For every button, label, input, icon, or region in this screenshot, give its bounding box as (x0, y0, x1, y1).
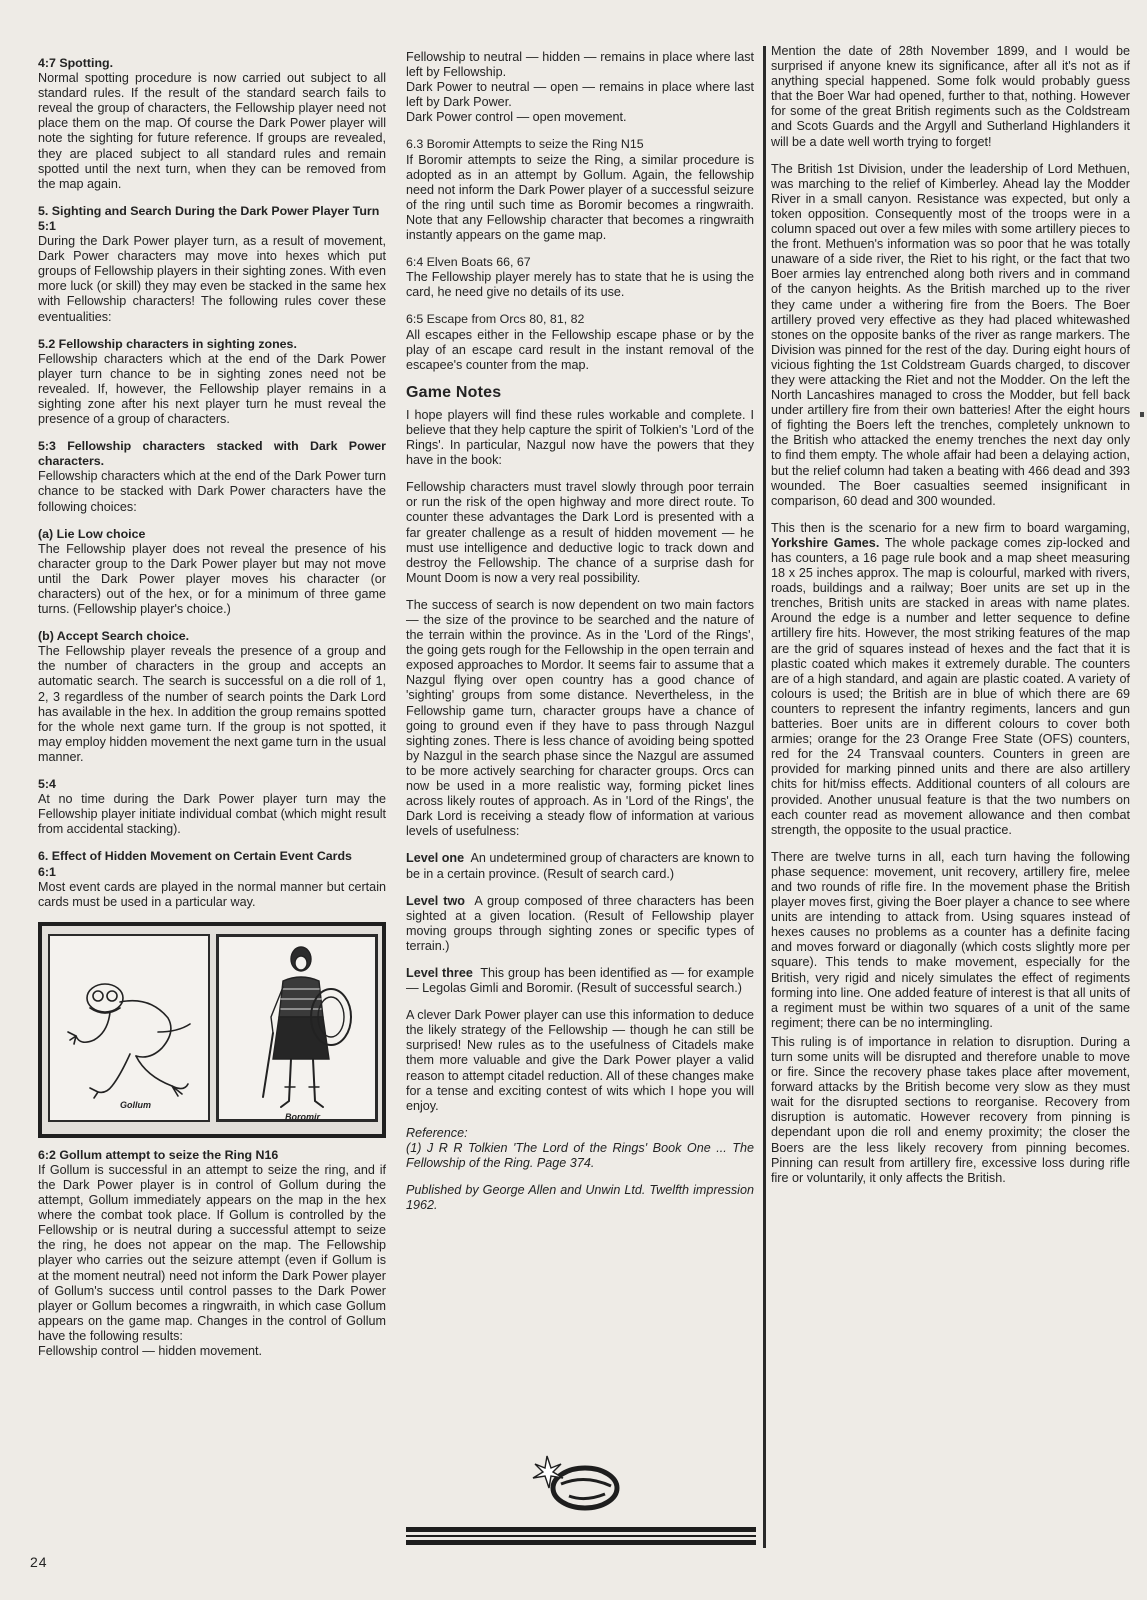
section-heading: 6:5 Escape from Orcs 80, 81, 82 (406, 312, 585, 327)
footer-rule (406, 1527, 756, 1532)
gollum-illustration (50, 936, 208, 1120)
column-right (771, 44, 1130, 1198)
section-heading: 4:7 Spotting. (38, 56, 114, 70)
boromir-illustration (219, 937, 375, 1119)
section-heading: 6:4 Elven Boats 66, 67 (406, 255, 531, 270)
paragraph: Most event cards are played in the normal manner but certain cards must be used in a particular way. (38, 879, 386, 909)
footer-rule-thin (406, 1535, 756, 1537)
page-number: 24 (30, 1554, 48, 1570)
paragraph: A clever Dark Power player can use this information to deduce the likely strategy of the Fellowship — though he can still be surprised! New rules as to the usefulness of Citadels make them more valuable and give the Dark Power player a valid reason to attempt citadel reduction. All of these changes make for a tense and exciting contest of wits which I hope you will enjoy. (406, 1008, 754, 1113)
column-divider (763, 46, 766, 1548)
paragraph: If Gollum is successful in an attempt to seize the ring, and if the Dark Power player is in control of Gollum during the attempt, Gollum immediately appears on the map in the hex where the combat took place. If Gollum is controlled by the Fellowship or is neutral during a successful attempt to seize the ring, he does not appear on the map. The Fellowship player who carries out the seizure attempt (even if Gollum is at the moment neutral) need not inform the Dark Power player of Gollum's success until control passes to the Dark Power player or Gollum becomes a ringwraith, in which case Gollum appears on the game map. Changes in the control of Gollum have the following results: (38, 1162, 386, 1343)
paragraph: Fellowship characters which at the end of the Dark Power turn chance to be stacked with Dark Power characters have the following choices: (38, 469, 386, 514)
level-one-entry (406, 851, 754, 881)
game-notes-title: Game Notes (406, 383, 502, 401)
section-number: 5:4 (38, 777, 56, 792)
gollum-card (48, 934, 210, 1122)
section-number: 5:1 (38, 218, 56, 233)
boromir-card (216, 934, 378, 1122)
footer-rule (406, 1540, 756, 1545)
paragraph (771, 521, 1130, 838)
choice-heading: (a) Lie Low choice (38, 526, 146, 541)
reference-label: Reference: (406, 1125, 468, 1140)
paragraph: Normal spotting procedure is now carried out subject to all standard rules. If the result of the standard search fails to reveal the group of characters, the Fellowship player need not place them on the map. Of course the Dark Power player will note the sighting for future reference. If groups are revealed, they are placed subject to all standard rules and remain spotted until the next turn, when they can be removed from the map again. (38, 71, 386, 191)
ring-logo-icon (531, 1452, 621, 1514)
level-text: An undetermined group of characters are known to be in a certain province. (Result of search card.) (406, 851, 755, 881)
text-run: This then is the scenario for a new firm to board wargaming, (771, 520, 1130, 535)
paragraph: Dark Power control — open movement. (406, 110, 627, 125)
column-middle (406, 50, 754, 1225)
paragraph: Fellowship characters which at the end of the Dark Power player turn chance to be in sighting zones need not be revealed. If, however, the Fellowship player remains in a sighting zone after his next player turn he must reveal the presence of a group of characters. (38, 351, 386, 427)
paragraph: The British 1st Division, under the leadership of Lord Methuen, was marching to the relief of Kimberley. Ahead lay the Modder River in a small canyon. Resistance was expected, but only a token opposition. Consequently most of the troops were in a column spaced out over a few miles with some artillery pieces to the front. Methuen's information was so poor that he was totally unaware of a side river, the Riet to his right, or the fact that two Boer armies lay entrenched along both rivers and in command of the canyon heights. As the British marched up to the river they came under a withering fire from the Boers. The Boer artillery proved very effective as they had placed whitewashed stones on the opposite banks of the river as range markers. The Division was pinned for the rest of the day. During eight hours of vicious fighting the 1st Coldstream Guards charged, to discover they were attacking the Riet and not the Modder. On the left the North Lancashires managed to cross the Modder, but fell back under artillery fire from their own batteries! After the eight hours of fighting the Boers left the trenches, completely unknown to the British who attacked the enemy trenches the next day only to find them empty. The whole affair had been a delaying action, but the relief column had taken a beating with 466 dead and 393 wounded. The Boer casualties seemed insignificant in comparison, 60 dead and 300 wounded. (771, 161, 1130, 508)
paragraph: During the Dark Power player turn, as a result of movement, Dark Power characters may move into hexes which put groups of Fellowship players in their sighting zones. With even more luck (or skill) they may even be stacked in the same hex with Fellowship characters! The following rules cover these eventualities: (38, 234, 386, 324)
firm-name: Yorkshire Games. (771, 535, 880, 550)
choice-heading: (b) Accept Search choice. (38, 629, 190, 644)
section-heading: 5. Sighting and Search During the Dark Power Player Turn (38, 203, 380, 218)
column-left (38, 56, 386, 1371)
section-number: 6:1 (38, 864, 56, 879)
level-label: Level two (406, 893, 465, 908)
paragraph: Fellowship characters must travel slowly through poor terrain or run the risk of the open highway and more direct route. To counter these advantages the Dark Lord is presented with a far greater challenge as a result of hidden movement — he must use intelligence and deductive logic to track down and destroy the Fellowship. The chance of a surprise dash for Mount Doom is now a very real possibility. (406, 480, 754, 585)
boromir-caption: Boromir (285, 1111, 321, 1122)
section-heading: 6.3 Boromir Attempts to seize the Ring N15 (406, 137, 644, 152)
reference-text: (1) J R R Tolkien 'The Lord of the Rings' Book One ... The Fellowship of the Ring. Page 374. (406, 1140, 754, 1170)
level-three-entry (406, 966, 754, 996)
paragraph: Fellowship to neutral — hidden — remains in place where last left by Fellowship. (406, 50, 754, 80)
section-heading: 5.2 Fellowship characters in sighting zones. (38, 336, 297, 351)
paragraph: The Fellowship player merely has to state that he is using the card, he need give no details of its use. (406, 270, 754, 300)
paragraph: All escapes either in the Fellowship escape phase or by the play of an escape card result in the instant removal of the escapee's counter from the map. (406, 327, 754, 372)
paragraph: The Fellowship player does not reveal the presence of his character group to the Dark Power player but may not move until the Dark Power player moves his character (or characters) out of the hex, or for a minimum of three game turns. (Fellowship player's choice.) (38, 541, 386, 617)
character-cards-figure (38, 922, 386, 1138)
section-heading: 5:3 Fellowship characters stacked with Dark Power characters. (38, 439, 386, 469)
paragraph: The Fellowship player reveals the presence of a group and the number of characters in the group and accepts an automatic search. The search is successful on a die roll of 1, 2, 3 regardless of the number of search points the Dark Lord has available in the hex. In addition the group remains spotted for the whole next game turn. If the group is not spotted, it may employ hidden movement the next game turn in the usual manner. (38, 644, 386, 764)
level-text: A group composed of three characters has been sighted at a given location. (Result of Fellowship player moving groups through sighting zones or specific types of terrain.) (406, 893, 754, 953)
gollum-caption: Gollum (120, 1099, 151, 1110)
paragraph: Mention the date of 28th November 1899, and I would be surprised if anyone knew its significance, after all it's not as if anything special happened. Some folk would probably guess that the Boer War had opened, further to that, nothing. However for some of the great British regiments such as the Coldstream and Scots Guards and the Argyll and Sutherland Highlanders it will be a date well worth trying to forget! (771, 44, 1130, 149)
paragraph: The success of search is now dependent on two main factors — the size of the province to be searched and the nature of the terrain within the province. As in the 'Lord of the Rings', the going gets rough for the Fellowship in the open terrain and exposed approaches to Mordor. It seems fair to assume that a Nazgul flying over open country has a good chance of 'sighting' groups from some distance. Nevertheless, in the Fellowship game turn, character groups have a chance of going to ground even if they have to pass through Nazgul sighting zones. There is less chance of avoiding being spotted by Nazgul in the search phase since the Nazgul are assumed to be more actively searching for character groups. Orcs can now be used in a more realistic way, forming picket lines across likely routes of approach. As in 'Lord of the Rings', the Dark Lord is receiving a steady flow of information at various levels of usefulness: (406, 597, 754, 839)
paragraph: This ruling is of importance in relation to disruption. During a turn some units will be disrupted and therefore unable to move or fire. Since the recovery phase takes place after movement, forward attacks by the British become very slow as they must wait for the disrupted sections to reorganise. Recovery from disruption is automatic. However recovery from pinning is dependant upon die roll and enemy proximity; the closer the Boers are the less likely recovery from pinning becomes. Pinning can result from artillery fire, excessive loss during rifle fire or voluntarily, it only affects the British. (771, 1034, 1130, 1185)
paragraph: At no time during the Dark Power player turn may the Fellowship player initiate individual combat (which might result from accidental stacking). (38, 792, 386, 837)
paragraph: Dark Power to neutral — open — remains in place where last left by Dark Power. (406, 80, 754, 110)
level-label: Level three (406, 965, 473, 980)
level-two-entry (406, 894, 754, 954)
level-text: This group has been identified as — for example — Legolas Gimli and Boromir. (Result of successful search.) (406, 965, 754, 996)
paragraph: There are twelve turns in all, each turn having the following phase sequence: movement, unit recovery, artillery fire, melee and two rounds of rifle fire. In the movement phase the British player moves first, giving the Boer player a chance to see where units are intending to attack from. Using squares instead of hexes causes no problems as a counter has a definite facing and moves forward or diagonally (which costs slightly more per square). This tends to make movement, especially for the British, very rigid and nicely simulates the effect of regiments forming into line. One added feature of interest is that all units of a regiment must be within two squares of a unit of the same regiment; there can be no intermingling. (771, 849, 1130, 1030)
section-heading: 6:2 Gollum attempt to seize the Ring N16 (38, 1147, 279, 1162)
section-heading: 6. Effect of Hidden Movement on Certain Event Cards (38, 849, 352, 864)
paragraph: I hope players will find these rules workable and complete. I believe that they help capture the spirit of Tolkien's 'Lord of the Rings'. In particular, Nazgul now have the powers that they have in the book: (406, 407, 754, 468)
paragraph: Fellowship control — hidden movement. (38, 1344, 262, 1358)
text-run: The whole package comes zip-locked and has counters, a 16 page rule book and a map sheet measuring 18 x 25 inches approx. The map is colourful, marked with rivers, roads, buildings and a railway; Boer units are set up in the trenches, British units are stacked in areas with name plates. Around the edge is a number and letter sequence to define artillery fire hits. However, the most striking features of the map are the grid of squares instead of hexes and the fact that it is plastic coated which makes it extremely durable. The counters are of a high standard, and again are plastic coated. A variety of colours is used; the British are in blue of which there are 69 counters to represent the infantry regiments, lancers and gun batteries. Boer units are in different colours to cover both armies; orange for the 23 Orange Free State (OFS) counters, red for the 24 Transvaal counters. Counters in green are provided for marking pinned units and there are also artillery chits for hit/miss effects. Additional counters of all colours are provided. Another unusual feature is that the two numbers on each counter read as movement allowance and then combat strength, the opposite to the usual practice. (771, 535, 1130, 837)
paragraph: If Boromir attempts to seize the Ring, a similar procedure is adopted as in an attempt by Gollum. Again, the fellowship need not inform the Dark Power player of a successful seizure of the ring until such time as Boromir becomes a ringwraith. Note that any Fellowship character that becomes a ringwraith instantly appears on the game map. (406, 152, 754, 243)
level-label: Level one (406, 851, 465, 866)
print-speck (1140, 412, 1144, 417)
publisher-note: Published by George Allen and Unwin Ltd. Twelfth impression 1962. (406, 1183, 754, 1213)
